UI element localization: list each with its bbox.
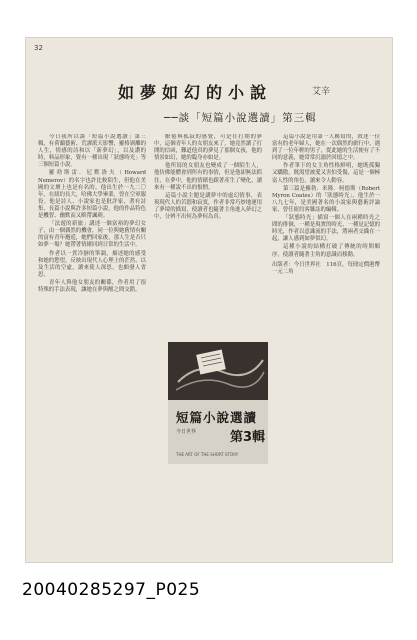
article-title: 如夢如幻的小說 [118, 83, 273, 102]
paragraph: 青年人與他女朋友的關係，作者用了很特殊的手法表現，讓她在夢與醒之間交錯。 [38, 279, 146, 293]
cover-english-title: THE ART OF THE SHORT STORY [176, 452, 239, 457]
paragraph: 他所寫的女朋友也變成了一個陌生人，他仿佛能體會到所有的事情，但是他卻無法抓住，在夢中，他的情緒也跟著產生了變化，讀來有一種說不出的悵惘。 [154, 163, 262, 191]
cover-title: 短篇小說選讀 [176, 410, 258, 425]
archive-id-caption: 20040285297_P025 [22, 580, 201, 600]
article-author: 艾辛 [312, 87, 331, 97]
text-column-1 [38, 134, 146, 554]
magazine-page [26, 38, 392, 562]
text-column-2 [154, 134, 262, 338]
paragraph: 第三篇是羅勃．米隆．柯德斯（Robert Myron Coates）的「狀態時光」，他生於一八九七年，是美國著名的小說家與藝術評論家，曾任紐約客雜誌的編輯。 [272, 185, 380, 213]
paragraph: 作者筆下的女主角性格鮮明，她既孤獨又驕傲，既渴望被愛又害怕受傷，這是一個極富人性的角色，讀來令人動容。 [272, 163, 380, 184]
book-cover-image [168, 342, 268, 464]
paragraph: 這種小說的結構打破了傳統的時間順序，使讀者隨著主角的意識而移動。 [272, 244, 380, 258]
cover-volume: 第3輯 [230, 430, 266, 445]
paragraph: 厭倦與孤寂的感覺，可是在打開的夢中，這個青年人的女朋友來了，她竟然讀了打開的信函，難道他真的夢見了那個女孩，他的情景如幻，她的臨身亦如是。 [154, 134, 262, 162]
paragraph: 作者以一貫冷靜的筆調，描述她的感受和她的慾望，反映出現代人心理上的茫然，以及生活的空虛，讀來使人深思，也頗發人省思。 [38, 250, 146, 278]
paragraph: 今日我所以談「短篇小說選讀」第三輯，有荷蘭藝術、荒謬派天影響，羅格剝離的人生，情感的詩和以「新夢幻」，以及讚的時，料品形象，覺有一種出現「狀態時光」等三個短篇小說。 [38, 134, 146, 169]
paragraph: 這篇小說主題是講夢中的虛幻情事，表現現代人的苦悶和寂寞，作者非常巧妙地運用了夢境的描寫，使讀者也隨著主角進入夢幻之中，分辨不出何為夢何為真。 [154, 192, 262, 221]
page-number: 32 [34, 44, 43, 52]
publisher-note: 出版者：今日世界社 116頁，每冊定價港幣一元二角 [272, 261, 380, 275]
paragraph: 這篇小說是用第一人稱寫的，敘述一位富有的老年婦人，她在一次偶然的旅行中，遇到了一位年輕的男子，從此她的生活便有了不同的意義，她常常沉溺於回憶之中。 [272, 134, 380, 162]
paragraph: 羅勃斯雷．尼默洛夫（Howard Nemerov）的名字也許比較陌生，但他在美國的文壇上也是有名的。他出生於一九二〇年，在紐約長大，哈佛大學畢業，曾在空軍服役。他是詩人、小說家也是批評家，著有詩集、長篇小說與許多短篇小說，他的作品特色是機智、幽默而又略帶諷刺。 [38, 170, 146, 220]
paragraph: 「狀態時光」描寫一個人在兩種時光之間的徘徊，一種是現實的時光，一種是記憶的時光，作者以意識流的手法，將兩者交織在一起，讓人感到如夢似幻。 [272, 215, 380, 243]
article-subtitle: ──談「短篇小說選讀」第三輯 [164, 112, 317, 124]
paragraph: 「法遊的新旅」講述一個富裕的夢幻女子，由一個偶然的機會，同一位與她舊情有關的富有青年邂逅，她們回家後，那人生是否只如夢一場？她帶著情緒回到日常的生活中。 [38, 221, 146, 249]
text-column-3 [272, 134, 380, 554]
cover-series: 今日世界 [176, 429, 197, 435]
cover-illustration [168, 342, 268, 400]
